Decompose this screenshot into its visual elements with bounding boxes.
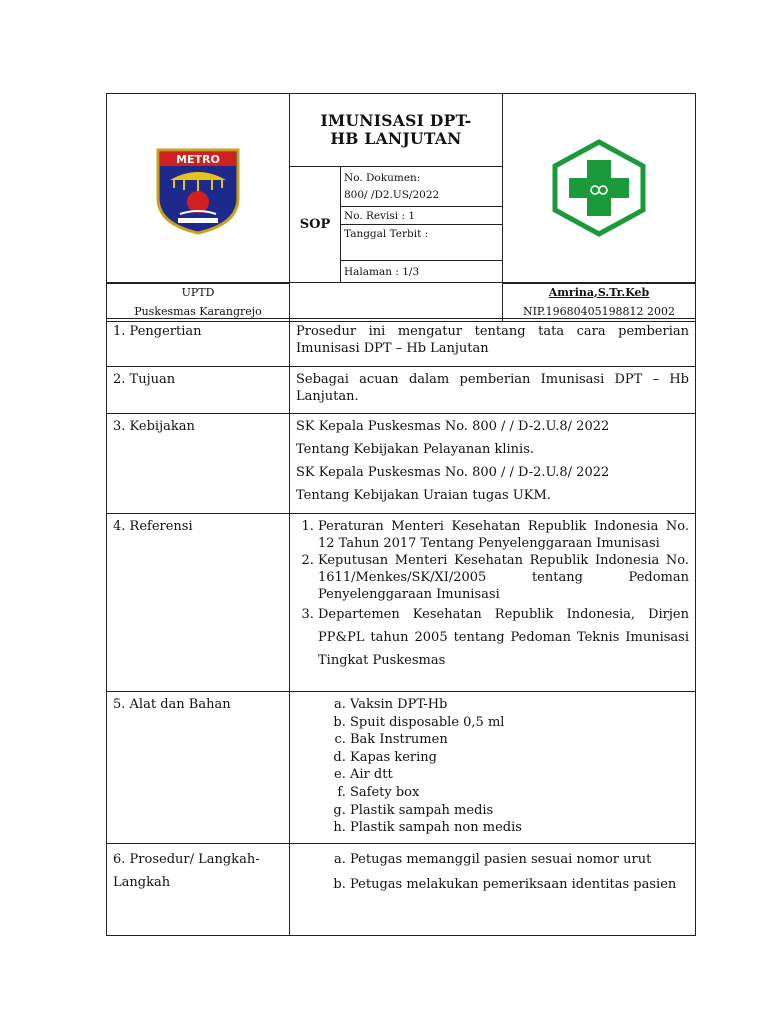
signer-name: Amrina,S.Tr.Keb [548,286,650,299]
list-item: d. Kapas kering [350,749,689,767]
green-cross-icon [549,138,649,238]
regional-logo-cell [107,94,290,284]
uptd-label: UPTD [181,286,215,299]
section-text-kebijakan [290,414,696,514]
document-title: IMUNISASI DPT-HB LANJUTAN [290,94,503,167]
list-item: h. Plastik sampah non medis [350,819,689,837]
list-item: 2. Keputusan Menteri Kesehatan Republik Indonesia No. 1611/Menkes/SK/XI/2005 tentang Pedoman Penyelenggaraan Imunisasi [318,552,689,603]
list-item: a. Vaksin DPT-Hb [350,696,689,714]
header-table [106,93,696,284]
section-label-tujuan: 2. Tujuan [107,367,290,414]
sop-label: SOP [290,167,341,283]
section-text-tujuan: Sebagai acuan dalam pemberian Imunisasi DPT – Hb Lanjutan. [290,367,696,414]
kebijakan-line: Tentang Kebijakan Pelayanan klinis. [296,442,534,457]
section-label-alat: 5. Alat dan Bahan [107,692,290,844]
uptd-cell [107,283,290,322]
section-text-pengertian: Prosedur ini mengatur tentang tata cara pemberian Imunisasi DPT – Hb Lanjutan [290,319,696,367]
health-logo-cell [503,94,696,284]
kebijakan-line: SK Kepala Puskesmas No. 800 / / D-2.U.8/ 2022 [296,465,610,480]
section-list-prosedur [290,843,696,935]
doc-number-value: 800/ /D2.US/2022 [344,188,440,201]
list-item: 1. Peraturan Menteri Kesehatan Republik Indonesia No. 12 Tahun 2017 Tentang Penyelenggaraan Imunisasi [318,518,689,552]
section-label-kebijakan: 3. Kebijakan [107,414,290,514]
list-item: b. Spuit disposable 0,5 ml [350,714,689,732]
header-footer-row [106,282,696,322]
page-count: Halaman : 1/3 [341,261,503,283]
signer-nip: NIP.19680405198812 2002 [522,305,676,318]
kebijakan-line: SK Kepala Puskesmas No. 800 / / D-2.U.8/ 2022 [296,419,610,434]
puskesmas-name: Puskesmas Karangrejo [134,305,262,318]
signer-cell [503,283,696,322]
list-item: b. Petugas melakukan pemeriksaan identitas pasien [350,873,689,896]
list-item: f. Safety box [350,784,689,802]
list-item: 3. Departemen Kesehatan Republik Indonesia, Dirjen PP&PL tahun 2005 tentang Pedoman Teknis Imunisasi Tingkat Puskesmas [318,603,689,672]
metro-logo-text: METRO [176,153,220,167]
kebijakan-line: Tentang Kebijakan Uraian tugas UKM. [296,488,551,503]
section-list-alat [290,692,696,844]
sop-content-table [106,318,696,936]
list-item: c. Bak Instrumen [350,731,689,749]
section-label-referensi: 4. Referensi [107,514,290,692]
section-list-referensi [290,514,696,692]
list-item: g. Plastik sampah medis [350,802,689,820]
revision-number: No. Revisi : 1 [341,207,503,225]
blank-cell [290,283,503,322]
list-item: a. Petugas memanggil pasien sesuai nomor urut [350,848,689,871]
metro-emblem-icon [150,140,246,236]
doc-number-label: No. Dokumen: [344,171,421,184]
section-label-pengertian: 1. Pengertian [107,319,290,367]
issue-date: Tanggal Terbit : [341,225,503,261]
list-item: e. Air dtt [350,766,689,784]
doc-number-cell [341,167,503,207]
section-label-prosedur: 6. Prosedur/ Langkah-Langkah [107,843,290,935]
